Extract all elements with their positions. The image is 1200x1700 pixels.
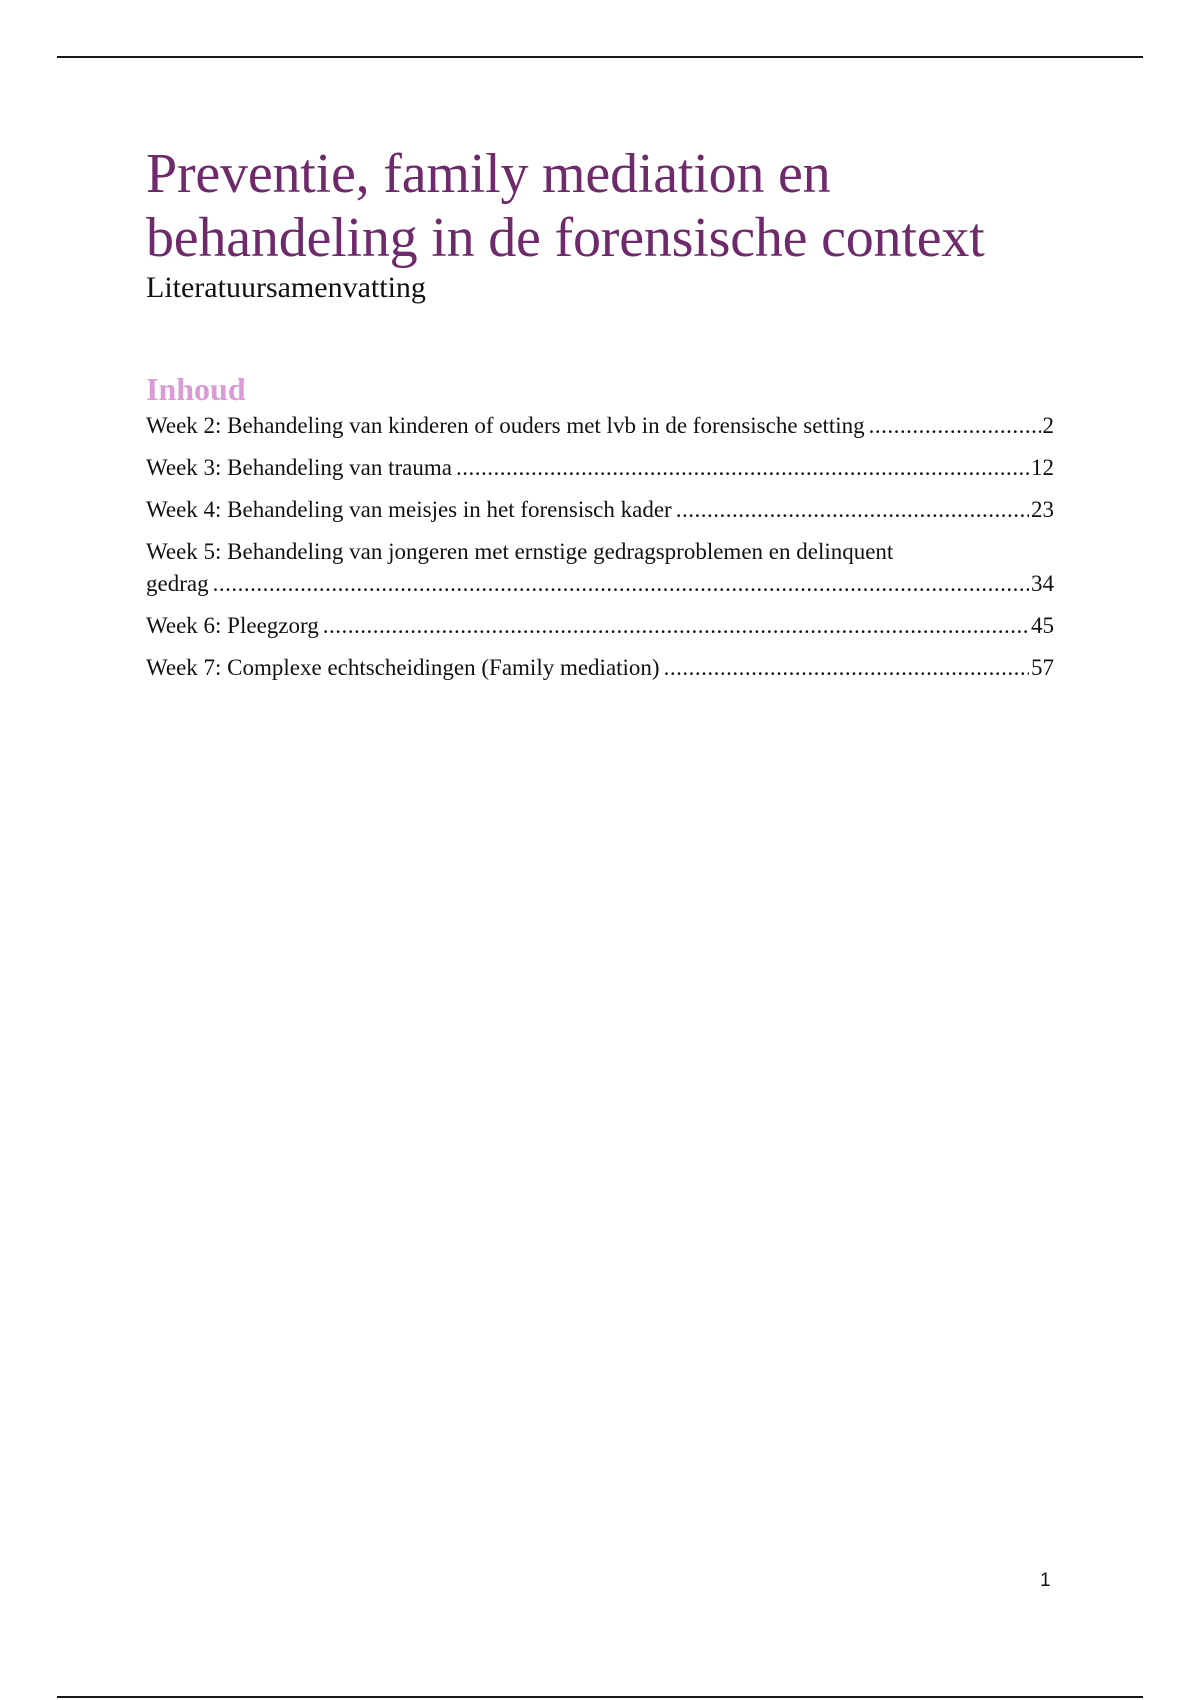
toc-entry-week-7[interactable] — [146, 652, 1054, 684]
toc-entry-title: Week 5: Behandeling van jongeren met ernstige gedragsproblemen en delinquent — [146, 539, 894, 564]
toc-entry-page: 34 — [1031, 571, 1054, 596]
toc-entry-title: Week 3: Behandeling van trauma — [146, 455, 452, 480]
dot-leader — [323, 610, 1029, 642]
toc-entry-page: 12 — [1031, 455, 1054, 480]
title-line-1: Preventie, family mediation en — [146, 143, 831, 205]
toc-entry-title: Week 4: Behandeling van meisjes in het forensisch kader — [146, 497, 672, 522]
table-of-contents — [146, 410, 1054, 684]
page-content — [146, 142, 1054, 694]
dot-leader — [869, 410, 1041, 442]
document-subtitle: Literatuursamenvatting — [146, 271, 426, 304]
toc-entry-page: 2 — [1042, 413, 1054, 438]
footer-rule — [57, 1696, 1143, 1698]
toc-entry-week-5[interactable] — [146, 536, 1054, 600]
toc-entry-week-2[interactable] — [146, 410, 1054, 442]
toc-entry-page: 23 — [1031, 497, 1054, 522]
toc-entry-page: 45 — [1031, 613, 1054, 638]
dot-leader — [213, 568, 1029, 600]
dot-leader — [676, 494, 1029, 526]
toc-entry-week-4[interactable] — [146, 494, 1054, 526]
title-line-2: behandeling in de forensische context — [146, 207, 985, 269]
toc-heading: Inhoud — [146, 371, 246, 407]
toc-entry-title: Week 2: Behandeling van kinderen of ouders met lvb in de forensische setting — [146, 413, 865, 438]
toc-entry-week-6[interactable] — [146, 610, 1054, 642]
dot-leader — [664, 652, 1029, 684]
toc-entry-continuation — [146, 568, 1054, 600]
toc-entry-page: 57 — [1031, 655, 1054, 680]
dot-leader — [456, 452, 1029, 484]
page-number: 1 — [1040, 1570, 1051, 1591]
document-title — [146, 142, 1054, 270]
header-rule — [57, 56, 1143, 58]
toc-entry-title-continued: gedrag — [146, 571, 209, 596]
toc-entry-title: Week 7: Complexe echtscheidingen (Family mediation) — [146, 655, 660, 680]
toc-entry-week-3[interactable] — [146, 452, 1054, 484]
toc-entry-title: Week 6: Pleegzorg — [146, 613, 319, 638]
